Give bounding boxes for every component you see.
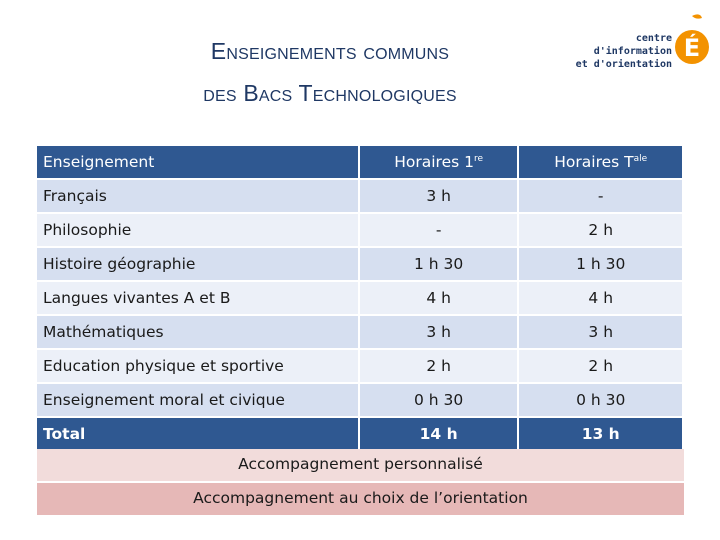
table-total-row <box>37 417 683 451</box>
title-line-2: des Bacs Technologiques <box>203 80 457 106</box>
row-terminal-hours: 1 h 30 <box>518 247 683 281</box>
row-subject: Mathématiques <box>37 315 359 349</box>
personalized-support-band: Accompagnement personnalisé <box>37 449 684 481</box>
total-label: Total <box>37 417 359 451</box>
page-title <box>60 30 600 114</box>
table-row <box>37 213 683 247</box>
cio-logo-icon <box>672 10 712 70</box>
table-row <box>37 315 683 349</box>
row-subject: Français <box>37 179 359 213</box>
table-row <box>37 179 683 213</box>
row-terminal-hours: 4 h <box>518 281 683 315</box>
header-terminal-year-sup: ale <box>633 154 648 164</box>
table-row <box>37 247 683 281</box>
header-first-year-sup: re <box>473 154 484 164</box>
row-first-hours: 4 h <box>359 281 519 315</box>
row-terminal-hours: 3 h <box>518 315 683 349</box>
orientation-support-band: Accompagnement au choix de l’orientation <box>37 483 684 515</box>
row-first-hours: - <box>359 213 519 247</box>
total-terminal-hours: 13 h <box>518 417 683 451</box>
row-subject: Histoire géographie <box>37 247 359 281</box>
subjects-table <box>37 146 684 452</box>
row-terminal-hours: - <box>518 179 683 213</box>
logo-text-line-2: et d'orientation <box>575 59 672 70</box>
table-row <box>37 281 683 315</box>
logo-text <box>572 32 672 71</box>
header-terminal-year-label: Horaires T <box>554 153 634 171</box>
row-terminal-hours: 0 h 30 <box>518 383 683 417</box>
row-first-hours: 3 h <box>359 315 519 349</box>
cio-logo <box>572 10 712 70</box>
header-subject: Enseignement <box>37 146 359 179</box>
title-line-1: Enseignements communs <box>210 38 450 64</box>
row-terminal-hours: 2 h <box>518 213 683 247</box>
total-first-hours: 14 h <box>359 417 519 451</box>
row-subject: Enseignement moral et civique <box>37 383 359 417</box>
row-first-hours: 1 h 30 <box>359 247 519 281</box>
header-first-year <box>359 146 519 179</box>
row-subject: Philosophie <box>37 213 359 247</box>
table-row <box>37 383 683 417</box>
table-header-row <box>37 146 683 179</box>
row-first-hours: 0 h 30 <box>359 383 519 417</box>
row-subject: Education physique et sportive <box>37 349 359 383</box>
header-first-year-label: Horaires 1 <box>394 153 474 171</box>
row-subject: Langues vivantes A et B <box>37 281 359 315</box>
row-terminal-hours: 2 h <box>518 349 683 383</box>
logo-letter: É <box>683 34 701 62</box>
table-row <box>37 349 683 383</box>
row-first-hours: 2 h <box>359 349 519 383</box>
row-first-hours: 3 h <box>359 179 519 213</box>
logo-text-line-1: centre d'information <box>593 33 672 57</box>
header-terminal-year <box>518 146 683 179</box>
